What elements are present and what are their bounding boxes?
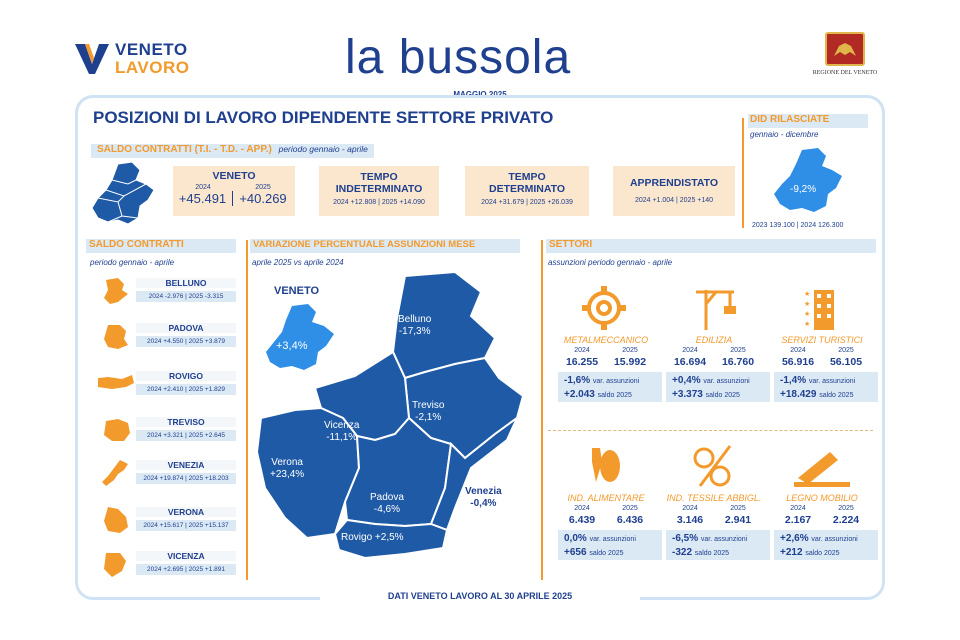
year-2025: 2025: [838, 505, 854, 512]
masthead-title: la bussola: [345, 31, 572, 84]
sector-servizi-turistici: [768, 284, 876, 414]
value-2025: 15.992: [613, 356, 647, 368]
brush-icon: [768, 442, 876, 490]
td-row: 2024 +31.679 | 2025 +26.039: [481, 199, 573, 206]
saldo-label: saldo 2025: [805, 550, 840, 557]
province-treviso: [98, 415, 238, 445]
year-2025: 2025: [622, 505, 638, 512]
var-label: var. assunzioni: [811, 536, 858, 543]
sector-saldo: +212: [780, 547, 803, 558]
province-venezia: [98, 458, 238, 488]
var-label: var. assunzioni: [592, 378, 640, 385]
divider-vertical-left: [246, 240, 248, 580]
masthead: [345, 30, 615, 86]
value-2024: 56.916: [781, 356, 815, 368]
lion-crest-icon: [825, 32, 865, 66]
did-footer: 2023 139.100 | 2024 126.300: [752, 222, 844, 229]
year-2024: 2024: [574, 347, 590, 354]
sector-legno-mobilio: [768, 442, 876, 572]
crane-icon: [660, 284, 768, 332]
var-label: var. assunzioni: [700, 536, 748, 543]
sector-var: 0,0%: [564, 533, 587, 544]
regione-text: REGIONE DEL VENETO: [812, 70, 878, 76]
province-name: VERONA: [136, 507, 236, 517]
value-2024: 16.255: [565, 356, 599, 368]
map-label-padova: [370, 492, 404, 516]
year-2024: 2024: [682, 347, 698, 354]
ti-row: 2024 +12.808 | 2025 +14.090: [333, 199, 425, 206]
ti-label2: INDETERMINATO: [335, 183, 423, 195]
var-label: var. assunzioni: [808, 378, 856, 385]
treviso-name: Treviso: [412, 400, 445, 411]
ti-label1: TEMPO: [360, 171, 398, 183]
vicenza-name: Vicenza: [324, 420, 360, 431]
sector-name: IND. ALIMENTARE: [567, 493, 645, 503]
province-name: VENEZIA: [136, 460, 236, 470]
td-saldo-box: [465, 166, 589, 216]
year-2024: 2024: [574, 505, 590, 512]
ti-saldo-box: [319, 166, 439, 216]
province-name: ROVIGO: [136, 371, 236, 381]
province-belluno: [98, 276, 238, 306]
sector-variation-box: [666, 372, 770, 402]
app-row: 2024 +1.004 | 2025 +140: [634, 197, 714, 204]
saldo-label: saldo 2025: [705, 392, 740, 399]
belluno-name: Belluno: [398, 314, 432, 325]
province-padova: [98, 321, 238, 351]
province-values: 2024 -2.976 | 2025 -3.315: [136, 291, 236, 302]
year-2025: 2025: [730, 505, 746, 512]
variazione-heading: VARIAZIONE PERCENTUALE ASSUNZIONI MESE: [250, 239, 520, 253]
did-pct: -9,2%: [790, 184, 817, 195]
divider-vertical-did: [742, 118, 744, 228]
veneto-lavoro-v-icon: [75, 40, 109, 76]
year-2024: 2024: [790, 505, 806, 512]
map-label-venezia: [465, 486, 502, 510]
sector-var: -1,4%: [780, 375, 807, 386]
sector-variation-box: [774, 530, 878, 560]
td-label2: DETERMINATO: [488, 183, 566, 195]
province-values: 2024 +4.550 | 2025 +3.879: [136, 336, 236, 347]
map-label-treviso: [412, 400, 444, 424]
sector-variation-box: [774, 372, 878, 402]
svg-text:★: ★: [804, 300, 811, 308]
sector-saldo: +2.043: [564, 389, 595, 400]
saldo-label: saldo 2025: [694, 550, 730, 557]
logo-line1: VENETO: [115, 40, 188, 59]
province-verona: [98, 505, 238, 535]
veneto-label: VENETO: [274, 285, 320, 297]
veneto-value2: +40.269: [239, 191, 287, 206]
sector-variation-box: [666, 530, 770, 560]
var-label: var. assunzioni: [703, 378, 750, 385]
year-2025: 2025: [838, 347, 854, 354]
sector-saldo: +3.373: [672, 389, 703, 400]
year-2024: 2024: [682, 505, 698, 512]
veneto-value1: +45.491: [173, 191, 233, 206]
padova-name: Padova: [370, 492, 404, 503]
province-values: 2024 +19.874 | 2025 +18.203: [136, 473, 236, 484]
sector-saldo: +18.429: [780, 389, 817, 400]
saldo-label: saldo 2025: [597, 392, 632, 399]
provinces-heading: SALDO CONTRATTI: [86, 239, 236, 253]
svg-text:★: ★: [804, 290, 811, 298]
sector-variation-box: [558, 372, 662, 402]
sector-name: LEGNO MOBILIO: [786, 493, 858, 503]
sector-name: METALMECCANICO: [563, 335, 649, 345]
sector-ind-tessile: [660, 442, 768, 572]
verona-pct: +23,4%: [270, 469, 305, 480]
sector-name: IND. TESSILE ABBIGL.: [666, 493, 762, 503]
belluno-shape-icon: [98, 276, 134, 306]
veneto-year1: 2024: [195, 184, 211, 191]
td-label1: TEMPO: [508, 171, 546, 183]
sector-edilizia: [660, 284, 768, 414]
rovigo-pct: +2,5%: [374, 532, 404, 543]
map-label-vicenza: [324, 420, 359, 444]
sector-saldo: -322: [672, 547, 693, 558]
year-2024: 2024: [790, 347, 806, 354]
province-values: 2024 +2.695 | 2025 +1.891: [136, 564, 236, 575]
treviso-pct: -2,1%: [415, 412, 442, 423]
province-name: BELLUNO: [136, 278, 236, 288]
sector-name: SERVIZI TURISTICI: [781, 335, 863, 345]
svg-text:★: ★: [804, 310, 811, 318]
footer-note: DATI VENETO LAVORO AL 30 APRILE 2025: [320, 591, 640, 601]
province-values: 2024 +15.617 | 2025 +15.137: [136, 520, 236, 531]
did-veneto-map-icon: [770, 146, 854, 218]
rovigo-name: Rovigo: [341, 532, 373, 543]
value-2025: 6.436: [616, 514, 644, 526]
map-label-verona: [270, 457, 304, 481]
value-2024: 3.146: [676, 514, 704, 526]
veneto-provinces-map-icon: [88, 160, 166, 230]
saldo-label: saldo 2025: [819, 392, 854, 399]
value-2025: 2.224: [832, 514, 860, 526]
province-values: 2024 +2.410 | 2025 +1.829: [136, 384, 236, 395]
value-2024: 2.167: [784, 514, 812, 526]
saldo-heading-period: periodo gennaio - aprile: [278, 144, 368, 154]
sector-var: -6,5%: [672, 533, 699, 544]
food-icon: [552, 442, 660, 490]
sector-var: -1,6%: [564, 375, 591, 386]
value-2025: 16.760: [721, 356, 755, 368]
hotel-icon: [768, 284, 876, 332]
saldo-label: saldo 2025: [589, 550, 624, 557]
logo-line2: LAVORO: [115, 58, 190, 77]
venezia-name: Venezia: [465, 486, 502, 497]
value-2025: 56.105: [829, 356, 863, 368]
province-values: 2024 +3.321 | 2025 +2.645: [136, 430, 236, 441]
padova-shape-icon: [98, 321, 134, 351]
svg-text:★: ★: [804, 320, 811, 328]
page-title: POSIZIONI DI LAVORO DIPENDENTE SETTORE PRIVATO: [93, 108, 554, 127]
rovigo-shape-icon: [98, 369, 134, 399]
variazione-period: aprile 2025 vs aprile 2024: [252, 258, 344, 267]
value-2025: 2.941: [724, 514, 752, 526]
gear-icon: [552, 284, 660, 332]
regione-logo: [810, 32, 880, 86]
settori-heading: SETTORI: [546, 239, 876, 253]
belluno-pct: -17,3%: [398, 326, 431, 337]
app-label: APPRENDISTATO: [629, 177, 719, 189]
vicenza-pct: -11,1%: [326, 432, 358, 443]
value-2024: 16.694: [673, 356, 707, 368]
app-saldo-box: [613, 166, 735, 216]
did-heading: DID RILASCIATE: [748, 114, 868, 128]
sector-name: EDILIZIA: [695, 335, 733, 345]
value-2024: 6.439: [568, 514, 596, 526]
veneto-mini-pct: +3,4%: [276, 340, 308, 352]
map-label-rovigo: [341, 532, 404, 544]
treviso-shape-icon: [98, 415, 134, 445]
veneto-saldo-box: [173, 166, 295, 216]
divider-sectors: [548, 430, 873, 431]
verona-shape-icon: [98, 505, 134, 535]
province-vicenza: [98, 549, 238, 579]
sector-var: +2,6%: [780, 533, 809, 544]
province-name: PADOVA: [136, 323, 236, 333]
province-rovigo: [98, 369, 238, 399]
did-period: gennaio - dicembre: [750, 130, 819, 139]
saldo-heading: [91, 144, 374, 158]
veneto-lavoro-logo: [75, 38, 215, 82]
settori-period: assunzioni periodo gennaio - aprile: [548, 258, 673, 267]
verona-name: Verona: [271, 457, 303, 468]
province-name: TREVISO: [136, 417, 236, 427]
provinces-period: periodo gennaio - aprile: [90, 258, 175, 267]
province-name: VICENZA: [136, 551, 236, 561]
venezia-shape-icon: [98, 458, 134, 488]
sector-saldo: +656: [564, 547, 587, 558]
sector-metalmeccanico: [552, 284, 660, 414]
sector-var: +0,4%: [672, 375, 701, 386]
sector-variation-box: [558, 530, 662, 560]
venezia-pct: -0,4%: [470, 498, 497, 509]
sewing-icon: [660, 442, 768, 490]
divider-vertical-right: [541, 240, 543, 580]
year-2025: 2025: [730, 347, 746, 354]
veneto-saldo-label: VENETO: [212, 170, 256, 182]
year-2025: 2025: [622, 347, 638, 354]
sector-ind-alimentare: [552, 442, 660, 572]
vicenza-shape-icon: [98, 549, 134, 579]
padova-pct: -4,6%: [373, 504, 401, 515]
issue-date: MAGGIO 2025: [453, 90, 507, 99]
map-label-belluno: [398, 314, 431, 338]
saldo-heading-title: SALDO CONTRATTI (T.I. - T.D. - APP.): [97, 144, 272, 155]
veneto-year2: 2025: [255, 184, 271, 191]
var-label: var. assunzioni: [589, 536, 636, 543]
